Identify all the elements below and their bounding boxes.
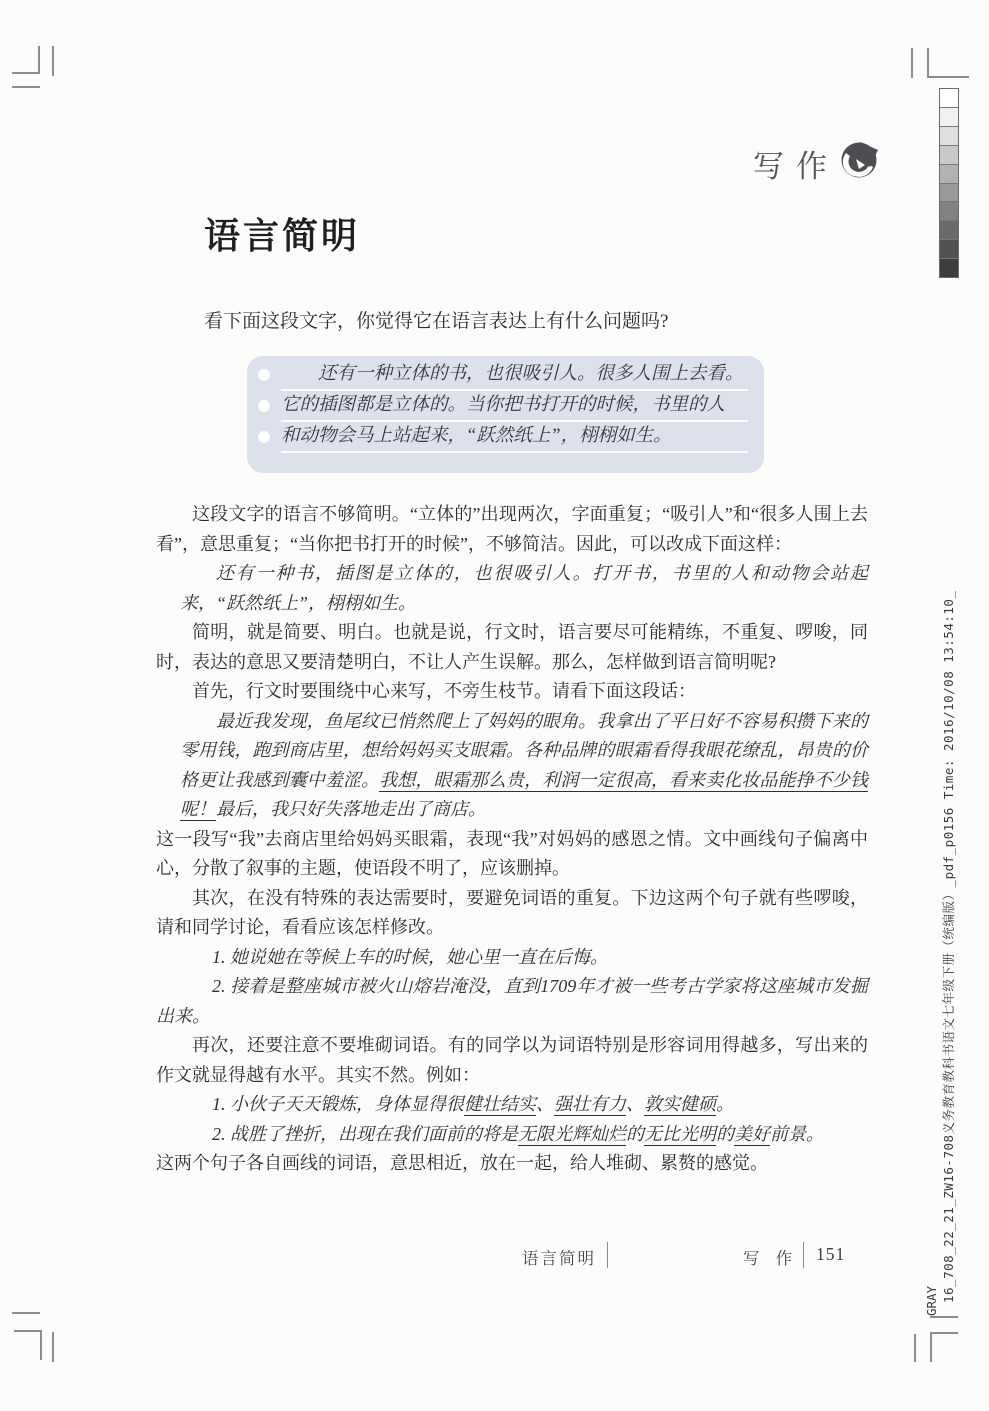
underlined-segment: 敦实健硕	[644, 1094, 716, 1114]
grayscale-step	[940, 165, 958, 184]
note-line: 和动物会马上站起来，“跃然纸上”，栩栩如生。	[281, 422, 748, 453]
note-line: 还有一种立体的书，也很吸引人。很多人围上去看。	[281, 360, 748, 391]
paragraph	[180, 559, 868, 618]
page-title: 语言简明	[204, 216, 361, 256]
text-segment: 2. 战胜了挫折，出现在我们面前的将是	[212, 1123, 518, 1144]
text-segment: 1. 她说她在等候上车的时候，她心里一直在后悔。	[212, 946, 608, 967]
footer-divider-right	[803, 1242, 804, 1268]
grayscale-step	[940, 184, 958, 203]
text-segment: 1. 小伙子天天锻炼，身体显得很	[212, 1094, 464, 1114]
grayscale-step	[940, 221, 958, 240]
paragraph	[180, 707, 868, 825]
text-segment: 2. 接着是整座城市被火山熔岩淹没，直到1709年才被一些考古学家将这座城市发掘出来。	[156, 976, 868, 1026]
paragraph	[156, 618, 868, 677]
text-segment: 最近我发现，鱼尾纹已悄然爬上了妈妈的眼角。我拿出了平日好不容易积攒下来的零用钱，跑到商店里，想给妈妈买支眼霜。各种品牌的眼霜看得我眼花缭乱，昂贵的价格更让我感到囊中羞涩。	[180, 710, 868, 790]
footer-divider-left	[607, 1242, 608, 1268]
text-segment: 再次，还要注意不要堆砌词语。有的同学以为词语特别是形容词用得越多，写出来的作文就显得越有水平。其实不然。例如：	[156, 1035, 868, 1085]
grayscale-step	[940, 240, 958, 259]
underlined-segment: 美好	[734, 1123, 770, 1144]
text-segment: 这段文字的语言不够简明。“立体的”出现两次，字面重复；“吸引人”和“很多人围上去看”，意思重复；“当你把书打开的时候”，不够简洁。因此，可以改成下面这样：	[156, 504, 868, 554]
pen-book-circle-icon	[840, 140, 880, 180]
print-margin-gray-label: GRAY	[924, 1285, 939, 1316]
text-segment: 还有一种书，插图是立体的，也很吸引人。打开书，书里的人和动物会站起来，“跃然纸上”，栩栩如生。	[180, 563, 868, 613]
section-header-label: 写作	[753, 149, 839, 184]
text-segment: 的	[626, 1123, 644, 1144]
crop-mark-bottom-right-dash	[930, 1316, 958, 1318]
crop-mark-bottom-left-horizontal	[14, 1330, 42, 1332]
crop-mark-top-right-tick	[911, 48, 913, 78]
underlined-segment: 无限光辉灿烂	[518, 1123, 626, 1144]
intro-question: 看下面这段文字，你觉得它在语言表达上有什么问题吗?	[204, 311, 669, 332]
crop-mark-bottom-left-dash	[12, 1312, 40, 1314]
paragraph	[156, 1149, 868, 1179]
print-margin-info: 16_708_22_21_ZW16-708义务教育教科书语文七年级下册（统编版）_pdf_p0156 Time: 2016/10/08 13:54:10_	[941, 590, 956, 1303]
crop-mark-top-left-vertical	[38, 46, 40, 74]
paragraph	[156, 677, 868, 707]
note-binder-dot	[258, 400, 270, 412]
footer-section-label: 写 作	[743, 1249, 799, 1268]
text-segment: 。	[716, 1094, 734, 1114]
note-binder-dot	[258, 369, 270, 381]
grayscale-calibration-bar	[939, 88, 959, 278]
underlined-segment: 无比光明	[644, 1123, 716, 1144]
crop-mark-bottom-right-vertical	[930, 1332, 932, 1362]
crop-mark-top-left-tick	[52, 46, 54, 76]
crop-mark-bottom-left-tick	[52, 1332, 54, 1362]
underlined-segment: 强壮有力	[554, 1094, 626, 1114]
paragraph	[156, 884, 868, 943]
grayscale-step	[940, 146, 958, 165]
crop-mark-top-left-horizontal	[12, 72, 40, 74]
text-segment: 最后，我只好失落地走出了商店。	[216, 799, 486, 819]
text-segment: 首先，行文时要围绕中心来写，不旁生枝节。请看下面这段话：	[192, 681, 696, 701]
paragraph	[156, 1090, 868, 1120]
grayscale-step	[940, 259, 958, 277]
grayscale-step	[940, 127, 958, 146]
crop-mark-bottom-left-vertical	[40, 1330, 42, 1360]
note-lines	[281, 360, 748, 453]
text-segment: 这两个句子各自画线的词语，意思相近，放在一起，给人堆砌、累赘的感觉。	[156, 1153, 768, 1173]
note-binder-dot	[258, 431, 270, 443]
paragraph	[156, 1120, 868, 1150]
note-box	[247, 356, 764, 473]
grayscale-step	[940, 89, 958, 108]
paragraph	[156, 972, 868, 1031]
text-segment: 的	[716, 1123, 734, 1144]
paragraph	[156, 1031, 868, 1090]
body-text	[156, 500, 868, 1179]
crop-mark-top-right-vertical	[927, 48, 929, 78]
note-line: 它的插图都是立体的。当你把书打开的时候，书里的人	[281, 391, 748, 422]
underlined-segment: 健壮结实	[464, 1094, 536, 1114]
paragraph	[156, 943, 868, 973]
crop-mark-top-right-horizontal	[927, 76, 969, 78]
text-segment: 其次，在没有特殊的表达需要时，要避免词语的重复。下边这两个句子就有些啰唆，请和同学讨论，看看应该怎样修改。	[156, 887, 868, 937]
writing-section-icon	[840, 140, 880, 180]
underlined-segment: 我想，眼霜那么贵，利润一定很高，看来卖化妆品能挣不少钱呢！	[180, 769, 869, 819]
text-segment: 简明，就是简要、明白。也就是说，行文时，语言要尽可能精练，不重复、啰唆，同时，表达的意思又要清楚明白，不让人产生误解。那么，怎样做到语言简明呢?	[156, 622, 868, 672]
paragraph	[156, 500, 868, 559]
crop-mark-top-left-dash	[12, 86, 40, 88]
text-segment: 前景。	[770, 1123, 824, 1144]
footer-page-number: 151	[816, 1244, 846, 1264]
crop-mark-bottom-right-tick	[914, 1334, 916, 1362]
crop-mark-bottom-right-horizontal	[930, 1332, 958, 1334]
grayscale-step	[940, 108, 958, 127]
paragraph	[156, 825, 868, 884]
text-segment: 、	[626, 1094, 644, 1114]
text-segment: 、	[536, 1094, 554, 1114]
grayscale-step	[940, 202, 958, 221]
text-segment: 这一段写“我”去商店里给妈妈买眼霜，表现“我”对妈妈的感恩之情。文中画线句子偏离中心，分散了叙事的主题，使语段不明了，应该删掉。	[156, 828, 868, 878]
footer-lesson-title: 语言简明	[522, 1249, 596, 1268]
